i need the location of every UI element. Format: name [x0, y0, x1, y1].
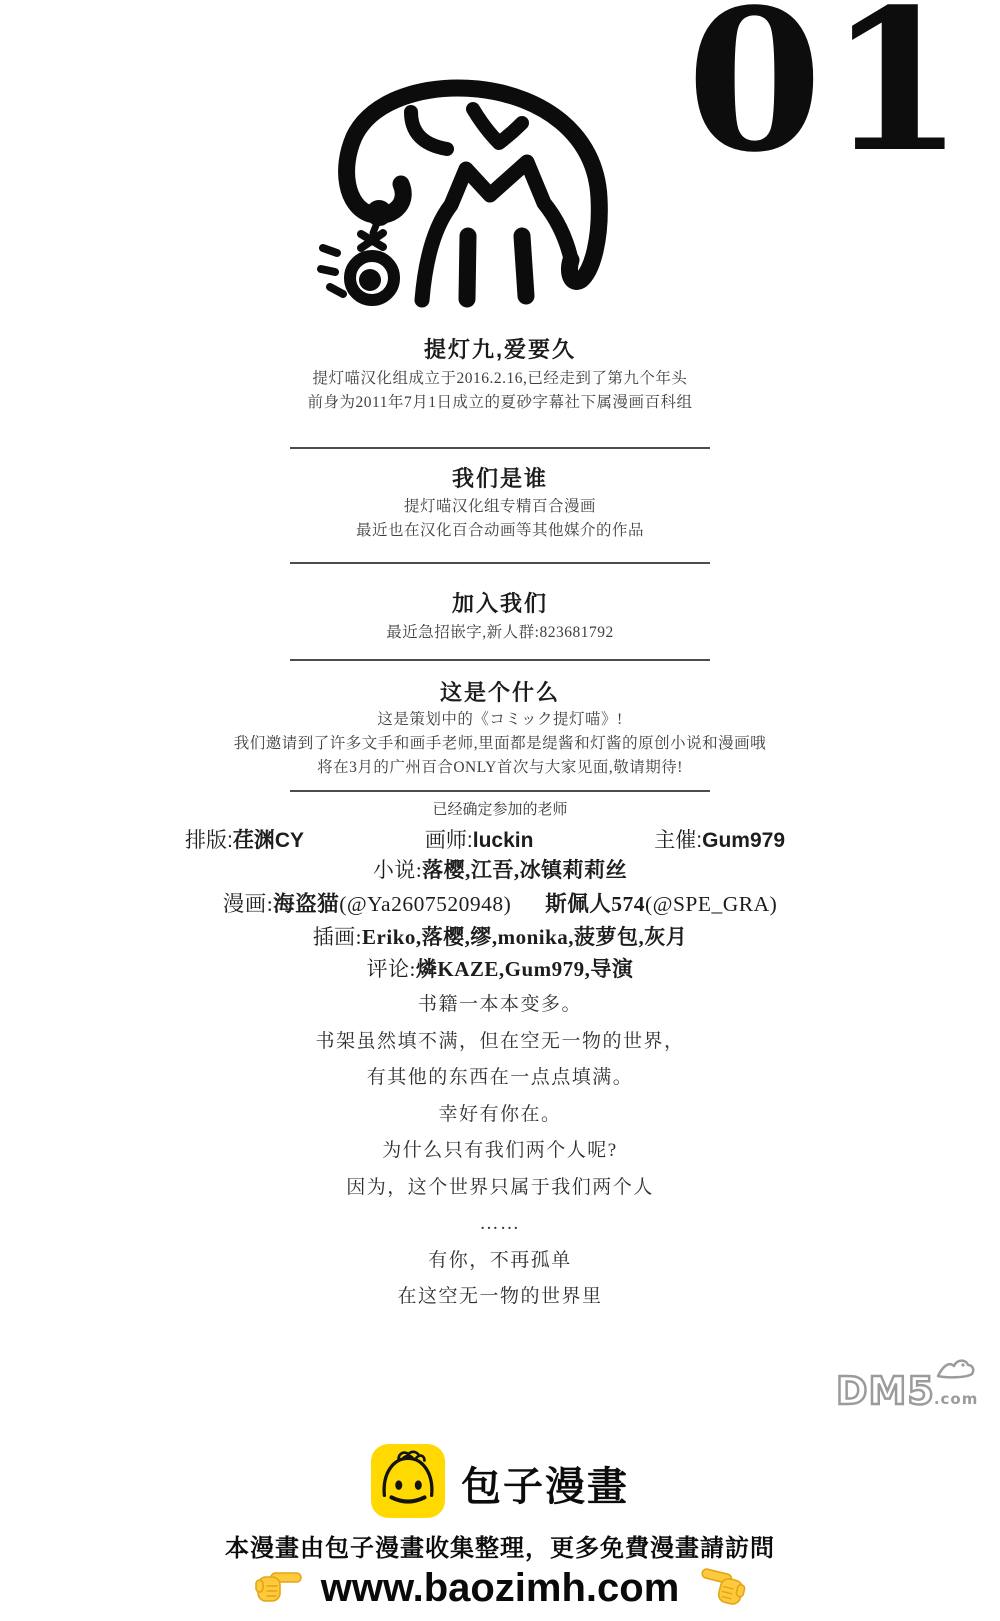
section-body-what-is-this [0, 708, 1000, 780]
section-heading-join-us: 加入我们 [451, 591, 548, 616]
credits-row-staff [185, 824, 785, 854]
credit-artist [425, 824, 534, 854]
pointing-hand-right-icon [255, 1568, 303, 1609]
poem-line: 有其他的东西在一点点填满。 [366, 1067, 634, 1088]
credit-value: 斯佩人574 [545, 892, 645, 916]
poem-line: 为什么只有我们两个人呢? [382, 1140, 618, 1161]
poem-line: 书籍一本本变多。 [417, 994, 582, 1015]
brand-row [0, 1444, 1000, 1523]
section-body-who-we-are [0, 495, 1000, 543]
text-line: 我们邀请到了许多文手和画手老师,里面都是缇酱和灯酱的原创小说和漫画哦 [233, 735, 767, 752]
credit-label: 评论: [366, 957, 416, 981]
brand-name: 包子漫畫 [461, 1465, 629, 1509]
text-line: 将在3月的广州百合ONLY首次与大家见面,敬请期待! [317, 759, 683, 776]
divider [290, 659, 710, 661]
credit-handle: (@SPE_GRA) [645, 892, 778, 916]
footer-notice: 本漫畫由包子漫畫收集整理，更多免費漫畫請訪問 [225, 1535, 775, 1562]
page-number: 01 [686, 0, 970, 195]
poem [0, 987, 1000, 1316]
poem-line: …… [479, 1213, 521, 1234]
poem-line: 因为，这个世界只属于我们两个人 [346, 1176, 654, 1198]
dm5-watermark [836, 1369, 996, 1418]
site-url-link[interactable]: www.baozimh.com [320, 1566, 680, 1610]
text-line: 提灯喵汉化组成立于2016.2.16,已经走到了第九个年头 [312, 370, 688, 387]
credits-row-review [0, 953, 1000, 983]
credits-title: 已经确定参加的老师 [432, 802, 568, 818]
text-line: 最近也在汉化百合动画等其他媒介的作品 [355, 522, 644, 539]
credit-label: 主催: [654, 829, 703, 852]
section-heading-who-we-are: 我们是谁 [451, 466, 548, 491]
poem-line: 有你，不再孤单 [428, 1249, 572, 1271]
credit-label: 漫画: [222, 892, 274, 916]
credit-value: 燐KAZE,Gum979,导演 [415, 957, 634, 981]
text-line: 最近急招嵌字,新人群:823681792 [386, 624, 614, 641]
baozi-bun-icon [371, 1444, 445, 1523]
poem-line: 在这空无一物的世界里 [397, 1286, 603, 1307]
credits-row-novel [0, 854, 1000, 884]
text-line: 这是策划中的《コミック提灯喵》! [377, 711, 623, 728]
cat-lantern-logo-icon [300, 72, 640, 337]
dm5-logo-tld: .com [933, 1390, 979, 1408]
divider [290, 562, 710, 564]
credits-row-manga [0, 887, 1000, 918]
credit-handle: (@Ya2607520948) [339, 892, 512, 916]
credit-value: Gum979 [702, 829, 785, 852]
credit-label: 插画: [312, 925, 363, 949]
credit-value: 海盗猫 [273, 892, 340, 916]
text-line: 提灯喵汉化组专精百合漫画 [403, 498, 596, 515]
credit-label: 排版: [185, 829, 233, 852]
dm5-mascot-icon [936, 1357, 978, 1384]
poem-line: 书架虽然填不满，但在空无一物的世界， [315, 1030, 685, 1052]
divider [290, 790, 710, 792]
section-body-join-us [0, 621, 1000, 645]
credit-value: 落樱,江吾,冰镇莉莉丝 [422, 858, 628, 882]
credit-typesetting [185, 824, 304, 854]
section-heading-what-is-this: 这是个什么 [439, 680, 560, 705]
section-heading-anniversary: 提灯九,爱要久 [423, 337, 577, 362]
credit-label: 小说: [372, 858, 423, 882]
credit-value: Eriko,落樱,缪,monika,菠萝包,灰月 [362, 925, 688, 949]
divider [290, 447, 710, 449]
credit-label: 画师: [424, 829, 473, 852]
pointing-hand-left-icon [693, 1563, 749, 1614]
site-url-row [0, 1566, 1000, 1611]
text-line: 前身为2011年7月1日成立的夏砂字幕社下属漫画百科组 [307, 394, 693, 411]
credit-organizer [654, 824, 785, 854]
credit-value: 荏渊CY [232, 829, 305, 852]
credit-value: luckin [472, 829, 534, 852]
credits-row-illustration [0, 921, 1000, 951]
dm5-logo-text: DM5 [836, 1369, 935, 1413]
poem-line: 幸好有你在。 [438, 1103, 562, 1125]
section-body-anniversary [0, 367, 1000, 415]
